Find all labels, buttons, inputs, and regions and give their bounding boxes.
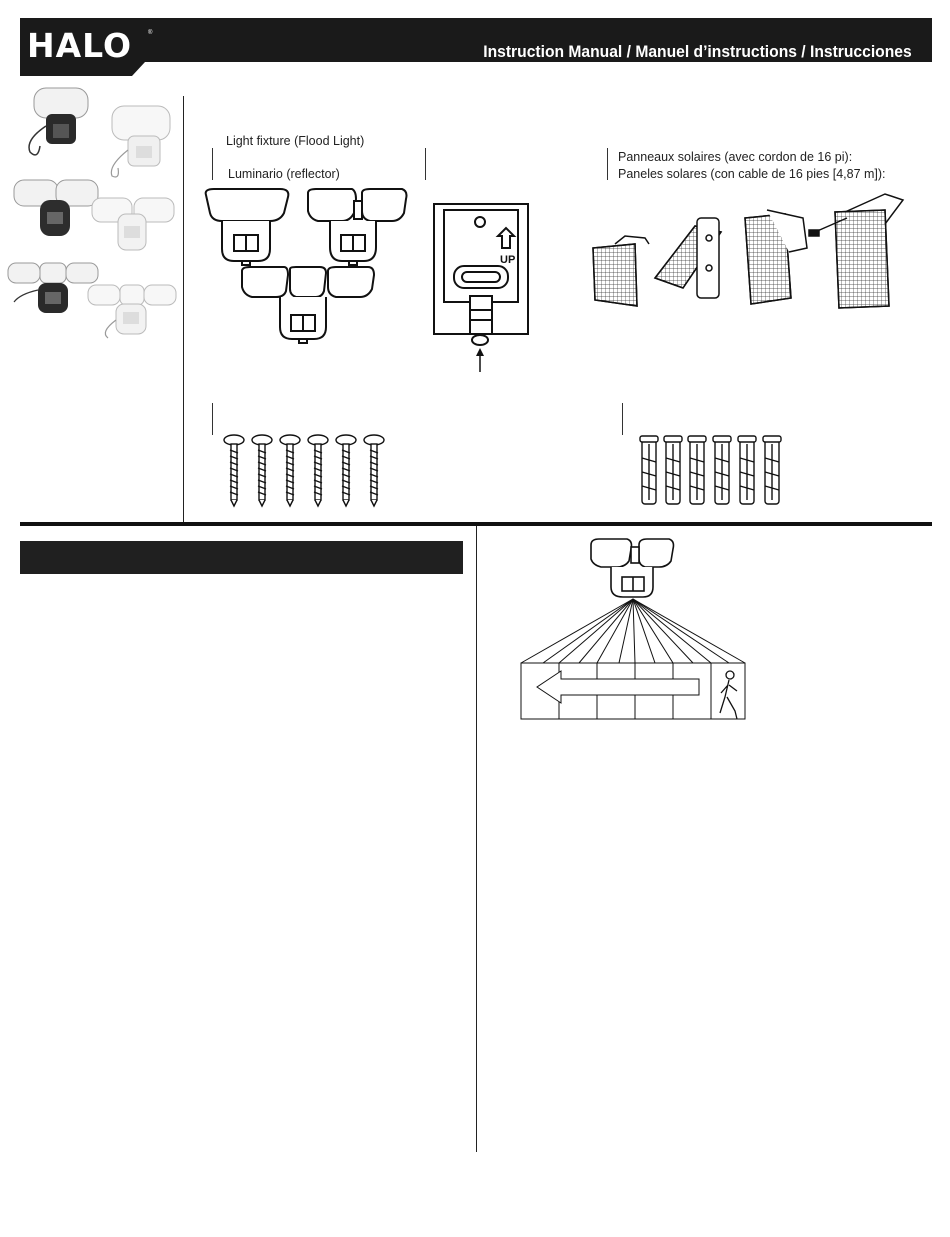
screw: [224, 435, 244, 506]
product-photo-black-triple: [8, 263, 98, 313]
light-fixture-label-es: Luminario (reflector): [228, 167, 340, 181]
wall-anchor: [640, 436, 658, 504]
screw: [364, 435, 384, 506]
brand-logo: HALO: [27, 26, 133, 65]
label-tick: [607, 148, 608, 180]
solar-panel-drawings: [585, 188, 915, 313]
fixture-single-head: [206, 189, 289, 265]
fixture-triple-head: [242, 267, 374, 343]
solar-panel-small: [593, 236, 649, 306]
product-photos: [0, 80, 183, 525]
wall-anchor: [664, 436, 682, 504]
section-heading-bar: [20, 541, 463, 574]
header-bar: [20, 18, 932, 76]
manual-title: Instruction Manual / Manuel d’instructions / Instrucciones: [483, 42, 912, 61]
wall-anchor: [688, 436, 706, 504]
bracket-up-label: UP: [500, 254, 516, 266]
label-tick: [212, 403, 213, 435]
brand-registered-mark: ®: [148, 30, 153, 36]
column-divider: [183, 96, 184, 524]
screw: [252, 435, 272, 506]
motion-detection-diagram: [515, 535, 750, 735]
wall-anchor: [713, 436, 731, 504]
solar-panel-angled: [655, 218, 721, 298]
product-photo-white-triple: [88, 285, 176, 338]
screw: [336, 435, 356, 506]
wall-anchors-drawing: [636, 434, 786, 510]
product-photo-white-double: [92, 198, 174, 250]
screw: [280, 435, 300, 506]
wall-anchor: [738, 436, 756, 504]
wall-anchor: [763, 436, 781, 504]
solar-panel-tilted: [745, 210, 807, 304]
solar-panel-large: [809, 194, 903, 308]
screws-drawing: [220, 434, 390, 510]
screw: [308, 435, 328, 506]
product-photo-black-double: [14, 180, 98, 236]
solar-panels-label-fr: Panneaux solaires (avec cordon de 16 pi):: [618, 150, 853, 164]
label-tick: [622, 403, 623, 435]
product-photo-white-single: [111, 106, 170, 177]
label-tick: [425, 148, 426, 180]
light-fixture-drawings: [200, 185, 415, 345]
label-tick: [212, 148, 213, 180]
mounting-bracket-drawing: [430, 200, 530, 375]
walking-person-icon: [720, 671, 737, 719]
light-fixture-label-en: Light fixture (Flood Light): [226, 134, 365, 148]
product-photo-black-single: [29, 88, 88, 155]
solar-panels-label-es: Paneles solares (con cable de 16 pies [4,87 m]):: [618, 167, 886, 181]
column-divider-lower: [476, 526, 477, 1152]
fixture-double-head: [308, 189, 407, 265]
